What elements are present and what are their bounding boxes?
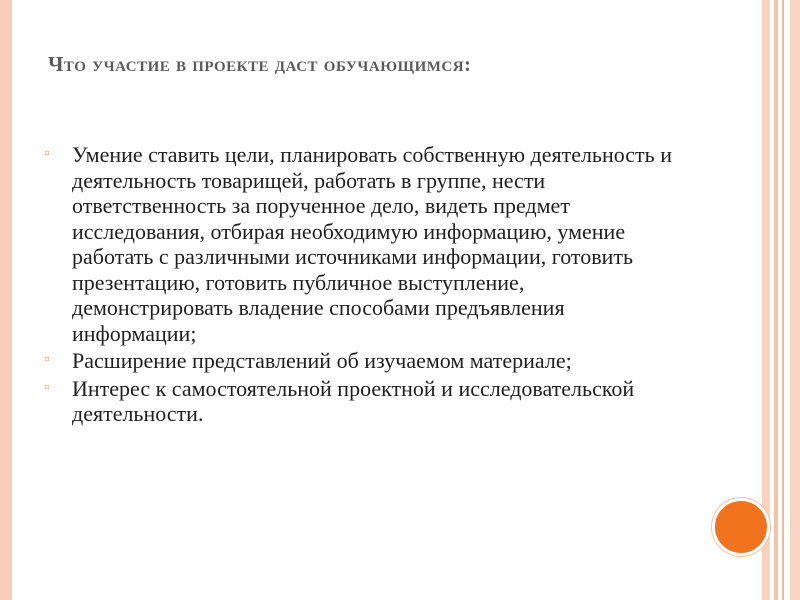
list-item xyxy=(44,376,674,427)
list-item-text: Расширение представлений об изучаемом материале; xyxy=(72,348,572,373)
right-decorative-stripe xyxy=(774,0,778,600)
bullet-list xyxy=(44,142,674,429)
list-item xyxy=(44,348,674,374)
list-item-text: Интерес к самостоятельной проектной и исследовательской деятельности. xyxy=(72,375,635,426)
orange-circle-decoration xyxy=(712,498,770,556)
list-item xyxy=(44,142,674,346)
left-decorative-border xyxy=(0,0,12,600)
slide-title: Что участие в проекте даст обучающимся: xyxy=(48,52,472,76)
right-decorative-stripe xyxy=(782,0,784,600)
bullet-icon: ▫ xyxy=(44,351,50,368)
right-decorative-stripe xyxy=(790,0,800,600)
list-item-text: Умение ставить цели, планировать собственную деятельность и деятельность товарищей, работать в группе, нести ответственность за порученное дело, видеть предмет исследования, отбирая необходимую информацию, умение работать с различными источниками информации, готовить презентацию, готовить публичное выступление, демонстрировать владение способами предъявления информации; xyxy=(72,142,672,346)
bullet-icon: ▫ xyxy=(44,145,50,162)
bullet-icon: ▫ xyxy=(44,378,50,396)
